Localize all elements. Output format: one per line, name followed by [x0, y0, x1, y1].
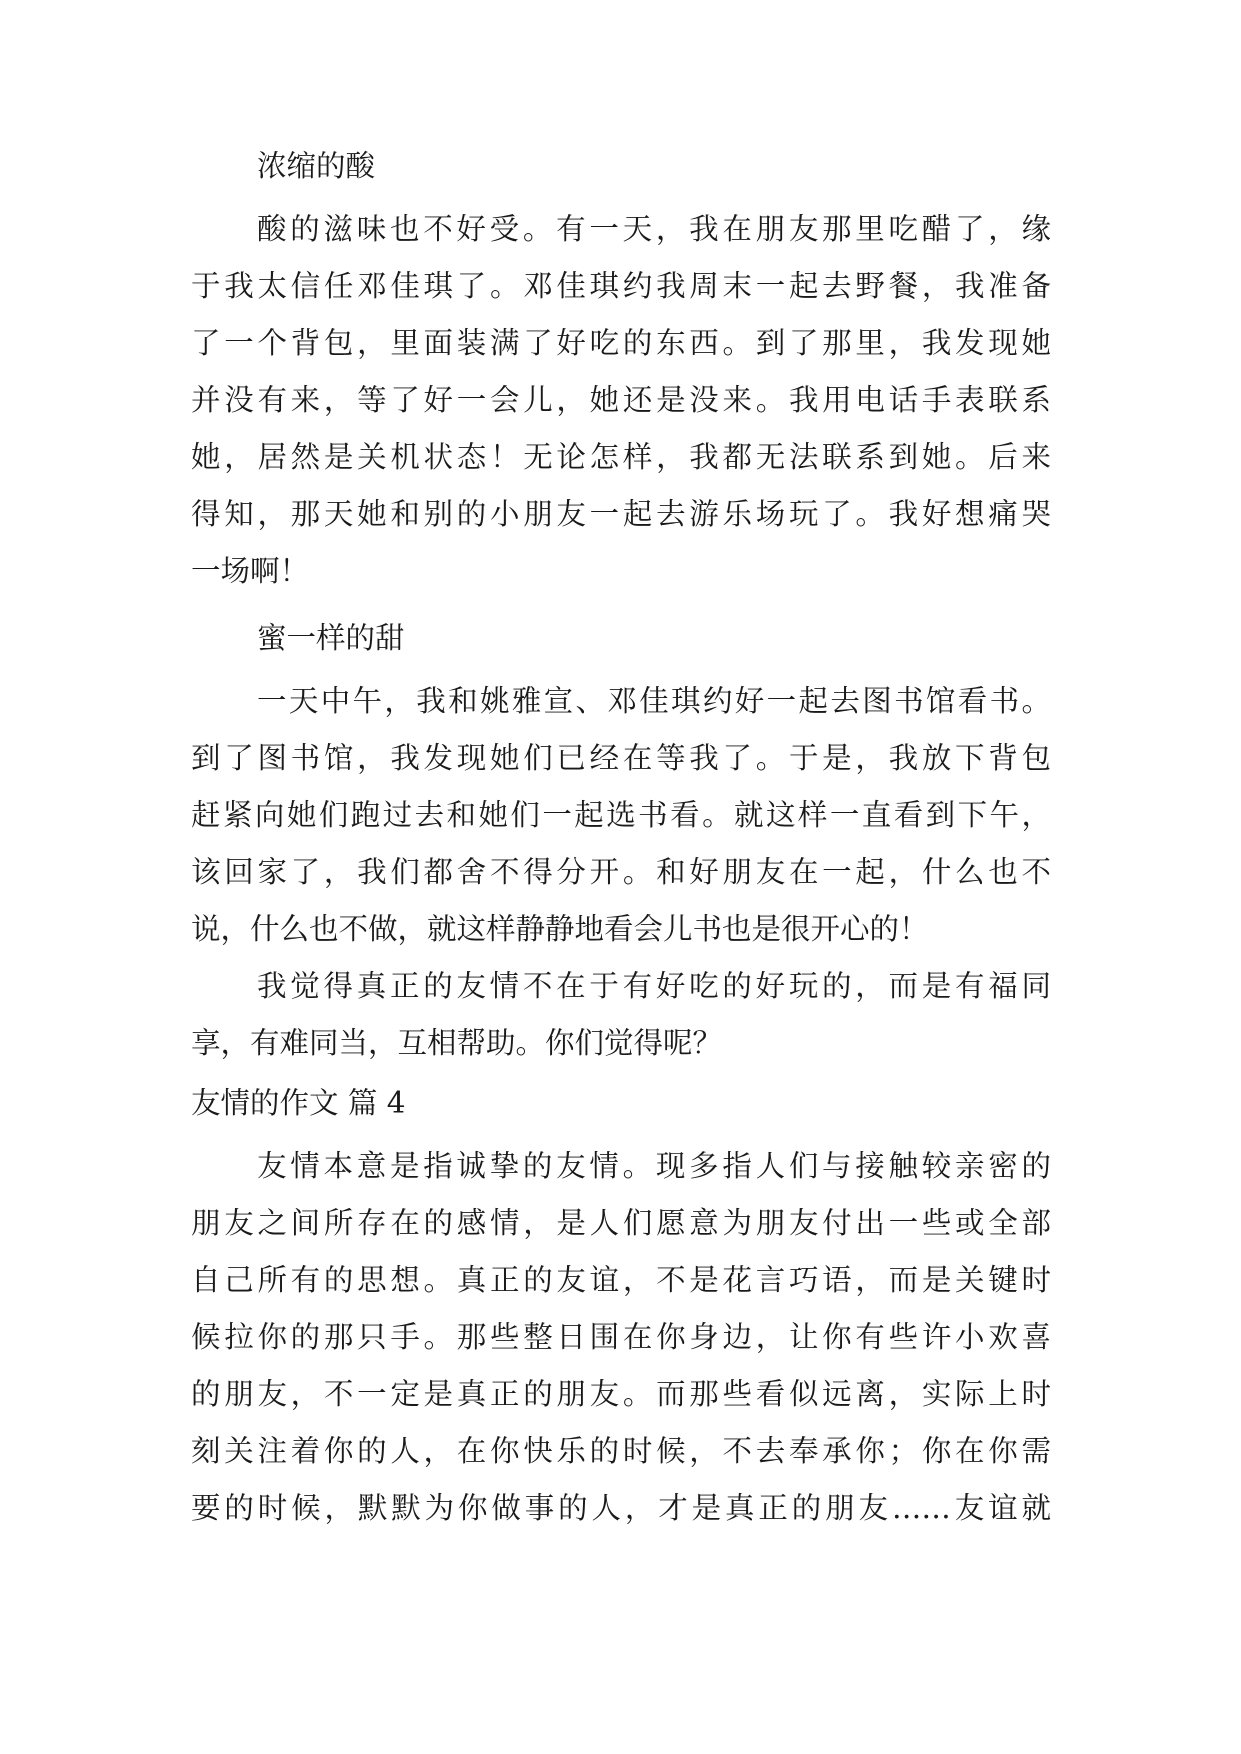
text-line: 说，什么也不做，就这样静静地看会儿书也是很开心的！ — [191, 912, 929, 946]
text-line: 刻关注着你的人，在你快乐的时候，不去奉承你；你在你需 — [191, 1434, 1051, 1468]
text-line: 的朋友，不一定是真正的朋友。而那些看似远离，实际上时 — [191, 1377, 1051, 1411]
text-line: 候拉你的那只手。那些整日围在你身边，让你有些许小欢喜 — [191, 1320, 1051, 1354]
text-line: 她，居然是关机状态！无论怎样，我都无法联系到她。后来 — [191, 440, 1051, 474]
text-line: 一天中午，我和姚雅宣、邓佳琪约好一起去图书馆看书。 — [257, 684, 1051, 718]
text-line: 酸的滋味也不好受。有一天，我在朋友那里吃醋了，缘 — [257, 212, 1051, 246]
text-line: 我觉得真正的友情不在于有好吃的好玩的，而是有福同 — [257, 969, 1051, 1003]
text-line: 得知，那天她和别的小朋友一起去游乐场玩了。我好想痛哭 — [191, 497, 1051, 531]
text-line: 一场啊！ — [191, 554, 310, 588]
text-line: 该回家了，我们都舍不得分开。和好朋友在一起，什么也不 — [191, 855, 1051, 889]
text-line: 并没有来，等了好一会儿，她还是没来。我用电话手表联系 — [191, 383, 1051, 417]
text-line: 到了图书馆，我发现她们已经在等我了。于是，我放下背包 — [191, 741, 1051, 775]
text-line: 享，有难同当，互相帮助。你们觉得呢？ — [191, 1026, 723, 1060]
section-subtitle: 蜜一样的甜 — [257, 621, 405, 655]
section-subtitle: 浓缩的酸 — [257, 149, 376, 183]
text-line: 自己所有的思想。真正的友谊，不是花言巧语，而是关键时 — [191, 1263, 1051, 1297]
text-line: 友情本意是指诚挚的友情。现多指人们与接触较亲密的 — [257, 1149, 1051, 1183]
text-line: 于我太信任邓佳琪了。邓佳琪约我周末一起去野餐，我准备 — [191, 269, 1051, 303]
text-line: 朋友之间所存在的感情，是人们愿意为朋友付出一些或全部 — [191, 1206, 1051, 1240]
text-line: 了一个背包，里面装满了好吃的东西。到了那里，我发现她 — [191, 326, 1051, 360]
text-line: 赶紧向她们跑过去和她们一起选书看。就这样一直看到下午， — [191, 798, 1051, 832]
text-line: 要的时候，默默为你做事的人，才是真正的朋友……友谊就 — [191, 1491, 1051, 1525]
article-heading: 友情的作文 篇 4 — [191, 1086, 406, 1120]
